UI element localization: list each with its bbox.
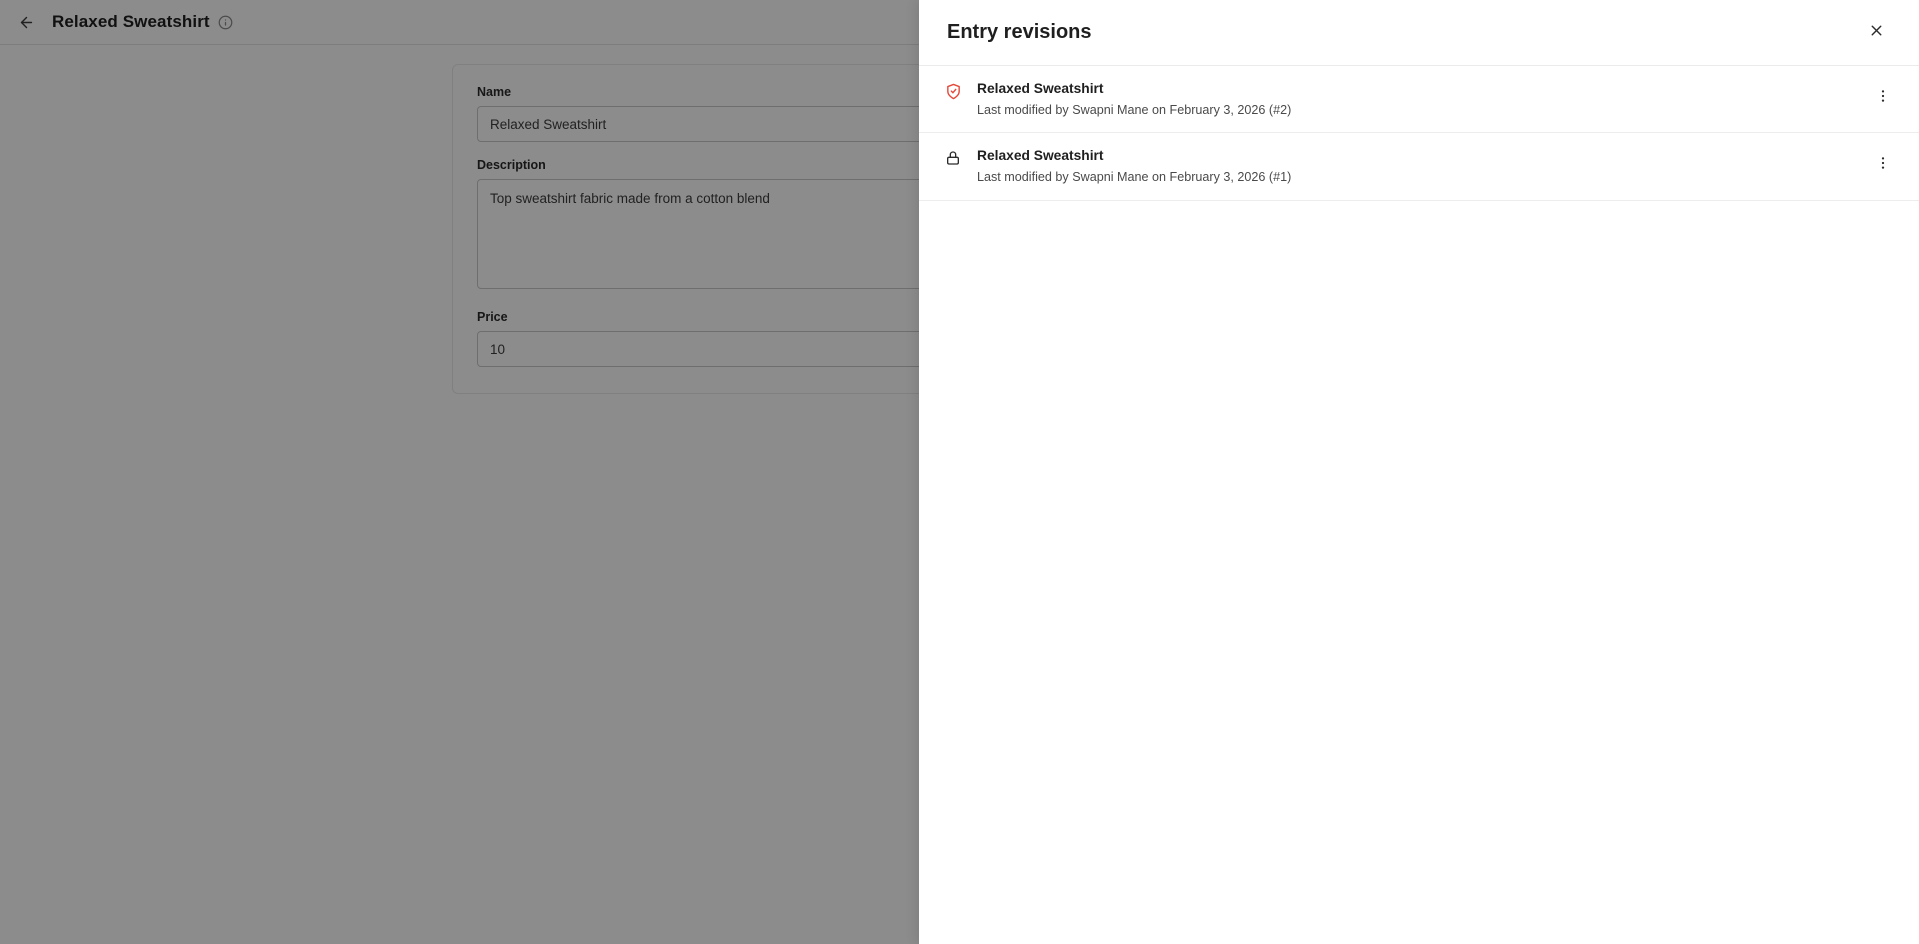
drawer-title: Entry revisions xyxy=(947,21,1092,43)
revision-body xyxy=(965,80,1869,118)
field-label-price: Price xyxy=(477,310,508,324)
drawer-header xyxy=(919,0,1919,66)
revision-subtitle: Last modified by Swapni Mane on February 3, 2026 (#2) xyxy=(977,102,1292,117)
lock-icon xyxy=(941,150,965,166)
kebab-menu-icon[interactable] xyxy=(1869,149,1897,177)
field-label-name: Name xyxy=(477,85,512,99)
modal-scrim[interactable] xyxy=(0,0,919,944)
close-button[interactable] xyxy=(1861,18,1891,48)
list-item[interactable] xyxy=(919,133,1919,200)
list-item[interactable] xyxy=(919,66,1919,133)
revision-title: Relaxed Sweatshirt xyxy=(977,81,1104,96)
revision-body xyxy=(965,147,1869,185)
shield-check-icon xyxy=(941,83,965,100)
close-icon xyxy=(1868,22,1885,44)
field-label-description: Description xyxy=(477,158,546,172)
revision-title: Relaxed Sweatshirt xyxy=(977,148,1104,164)
entry-revisions-drawer xyxy=(919,0,1919,944)
revision-subtitle: Last modified by Swapni Mane on February 3, 2026 (#1) xyxy=(977,170,1292,185)
revision-list xyxy=(919,66,1919,944)
kebab-menu-icon[interactable] xyxy=(1869,82,1897,110)
page-title: Relaxed Sweatshirt xyxy=(52,12,210,31)
